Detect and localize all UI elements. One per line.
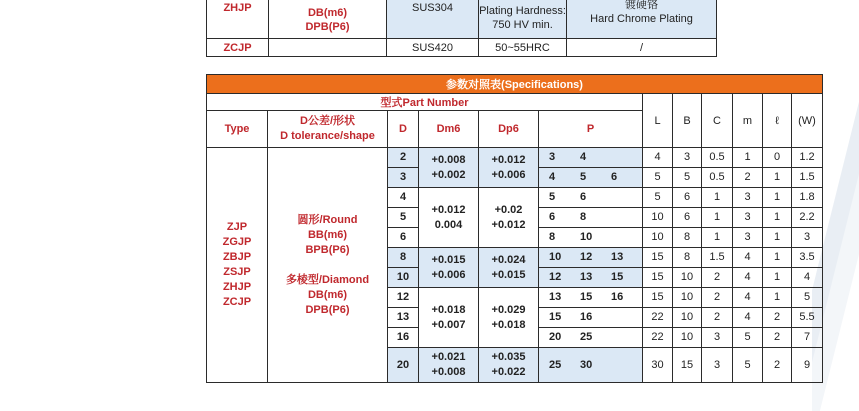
l-value: 5 [643, 188, 673, 208]
p-value: 25 [580, 331, 593, 343]
header-w: (W) [792, 94, 823, 148]
header-m: m [733, 94, 763, 148]
c-value: 0.5 [702, 168, 733, 188]
p-values [539, 288, 643, 308]
type-item: ZGJP [222, 236, 252, 248]
p-value: 20 [549, 331, 562, 343]
spec-table [206, 74, 823, 383]
tol-lower: 0.004 [434, 218, 463, 231]
b-value: 10 [673, 288, 702, 308]
dm6-tolerance [419, 348, 479, 383]
dm6-tolerance [419, 248, 479, 288]
p-value: 16 [580, 311, 593, 323]
ell-value: 1 [763, 208, 792, 228]
p-values [539, 168, 643, 188]
dp6-tolerance [479, 348, 539, 383]
p-value: 25 [549, 358, 562, 371]
b-value: 5 [673, 168, 702, 188]
c-value: 2 [702, 268, 733, 288]
shape-round-m6: BB(m6) [307, 228, 348, 241]
tol-upper: +0.008 [431, 153, 466, 166]
material-type-zhjp: ZHJP [207, 0, 269, 39]
p-value: 10 [580, 231, 593, 243]
p-value: 6 [580, 191, 587, 203]
c-value: 1 [702, 188, 733, 208]
p-value: 16 [611, 291, 624, 303]
w-value: 7 [792, 328, 823, 348]
p-values [539, 208, 643, 228]
treatment-en: Hard Chrome Plating [590, 13, 693, 25]
empty-cell [269, 39, 387, 57]
type-item: ZHJP [222, 281, 252, 293]
c-value: 1 [702, 208, 733, 228]
w-value: 1.2 [792, 148, 823, 168]
part-number-header: 型式Part Number [207, 94, 643, 111]
header-dp6: Dp6 [479, 111, 539, 148]
ell-value: 1 [763, 168, 792, 188]
p-value: 15 [611, 271, 624, 283]
ell-value: 1 [763, 248, 792, 268]
l-value: 10 [643, 208, 673, 228]
b-value: 8 [673, 248, 702, 268]
header-d-tol-en: D tolerance/shape [280, 130, 375, 142]
shape-diamond-p6: DPB(P6) [305, 303, 350, 316]
dash-value: DPB(P6) [305, 21, 350, 33]
ell-value: 1 [763, 228, 792, 248]
p-value: 5 [549, 191, 556, 203]
dp6-tolerance [479, 248, 539, 288]
header-p: P [539, 111, 643, 148]
m-value: 5 [733, 348, 763, 383]
c-value: 3 [702, 328, 733, 348]
header-dm6: Dm6 [419, 111, 479, 148]
w-value: 5.5 [792, 308, 823, 328]
shape-round: 圆形/Round [297, 213, 358, 226]
tol-upper: +0.029 [491, 303, 526, 316]
dp6-tolerance [479, 188, 539, 248]
p-value: 12 [549, 271, 562, 283]
type-item: ZSJP [223, 266, 251, 278]
material-table [206, 0, 717, 57]
ell-value: 1 [763, 268, 792, 288]
ell-value: 0 [763, 148, 792, 168]
p-value: 4 [580, 151, 587, 163]
b-value: 6 [673, 208, 702, 228]
p-value: 8 [549, 231, 556, 243]
p-value: 13 [611, 251, 624, 263]
ell-value: 2 [763, 328, 792, 348]
material-type-zcjp: ZCJP [207, 39, 269, 57]
p-values [539, 348, 643, 383]
hardness-hrc: 50~55HRC [479, 39, 567, 57]
c-value: 2 [702, 308, 733, 328]
l-value: 30 [643, 348, 673, 383]
b-value: 3 [673, 148, 702, 168]
p-value: 13 [549, 291, 562, 303]
d-value: 6 [388, 228, 419, 248]
c-value: 0.5 [702, 148, 733, 168]
shape-round-p6: BPB(P6) [305, 243, 350, 256]
dash-value: DB(m6) [307, 7, 348, 19]
header-d: D [388, 111, 419, 148]
tol-upper: +0.012 [431, 203, 466, 216]
shape-diamond-m6: DB(m6) [307, 288, 348, 301]
ell-value: 2 [763, 348, 792, 383]
b-value: 10 [673, 308, 702, 328]
w-value: 5 [792, 288, 823, 308]
d-value: 20 [388, 348, 419, 383]
p-value: 15 [549, 311, 562, 323]
p-values [539, 328, 643, 348]
m-value: 4 [733, 288, 763, 308]
type-item: ZCJP [222, 296, 252, 308]
ell-value: 2 [763, 308, 792, 328]
c-value: 3 [702, 348, 733, 383]
tol-lower: +0.012 [491, 218, 526, 231]
header-ell: ℓ [763, 94, 792, 148]
b-value: 6 [673, 188, 702, 208]
d-value: 3 [388, 168, 419, 188]
w-value: 4 [792, 268, 823, 288]
b-value: 15 [673, 348, 702, 383]
d-value: 12 [388, 288, 419, 308]
p-value: 6 [549, 211, 556, 223]
m-value: 1 [733, 148, 763, 168]
ell-value: 1 [763, 288, 792, 308]
m-value: 4 [733, 268, 763, 288]
tol-upper: +0.02 [494, 203, 523, 216]
c-value: 1.5 [702, 248, 733, 268]
spec-table-title: 参数对照表(Specifications) [207, 75, 823, 94]
w-value: 9 [792, 348, 823, 383]
p-values [539, 148, 643, 168]
hardness-line: Plating Hardness: [479, 5, 566, 17]
p-value: 8 [580, 211, 587, 223]
b-value: 10 [673, 268, 702, 288]
p-values [539, 228, 643, 248]
shape-diamond: 多棱型/Diamond [285, 273, 370, 286]
ell-value: 1 [763, 188, 792, 208]
b-value: 8 [673, 228, 702, 248]
w-value: 2.2 [792, 208, 823, 228]
tol-lower: +0.007 [431, 318, 466, 331]
p-value: 4 [549, 171, 556, 183]
header-l: L [643, 94, 673, 148]
m-value: 2 [733, 168, 763, 188]
type-item: ZJP [226, 221, 248, 233]
d-value: 10 [388, 268, 419, 288]
tol-upper: +0.015 [431, 253, 466, 266]
d-value: 2 [388, 148, 419, 168]
header-d-tolerance [268, 111, 388, 148]
l-value: 5 [643, 168, 673, 188]
m-value: 3 [733, 228, 763, 248]
d-value: 8 [388, 248, 419, 268]
w-value: 1.5 [792, 168, 823, 188]
tol-upper: +0.018 [431, 303, 466, 316]
p-value [611, 356, 642, 375]
tol-lower: +0.015 [491, 268, 526, 281]
l-value: 22 [643, 328, 673, 348]
p-value: 30 [580, 358, 593, 371]
p-values [539, 188, 643, 208]
shape-list [268, 148, 388, 383]
dm6-tolerance [419, 148, 479, 188]
m-value: 4 [733, 308, 763, 328]
tol-lower: +0.008 [431, 366, 466, 378]
tol-upper: +0.021 [431, 351, 466, 363]
l-value: 15 [643, 268, 673, 288]
p-value [611, 328, 642, 347]
p-value [611, 188, 642, 207]
treatment-none: / [567, 39, 717, 57]
tol-lower: +0.022 [491, 366, 526, 378]
w-value: 1.8 [792, 188, 823, 208]
b-value: 10 [673, 328, 702, 348]
material-sus304: SUS304 [387, 0, 479, 39]
m-value: 4 [733, 248, 763, 268]
tol-upper: +0.012 [491, 153, 526, 166]
w-value: 3 [792, 228, 823, 248]
dash-values [269, 0, 387, 39]
dp6-tolerance [479, 288, 539, 348]
p-value [611, 308, 642, 327]
type-item: ZBJP [222, 251, 252, 263]
m-value: 3 [733, 208, 763, 228]
d-value: 5 [388, 208, 419, 228]
p-value: 12 [580, 251, 593, 263]
w-value: 3.5 [792, 248, 823, 268]
c-value: 1 [702, 228, 733, 248]
p-value: 5 [580, 171, 587, 183]
c-value: 2 [702, 288, 733, 308]
p-value [611, 208, 642, 227]
l-value: 15 [643, 248, 673, 268]
header-type: Type [207, 111, 268, 148]
d-value: 16 [388, 328, 419, 348]
p-value [611, 148, 642, 167]
tol-upper: +0.035 [491, 351, 526, 363]
l-value: 15 [643, 288, 673, 308]
p-value: 3 [549, 151, 556, 163]
header-c: C [702, 94, 733, 148]
treatment-cell [567, 0, 717, 39]
d-value: 4 [388, 188, 419, 208]
m-value: 3 [733, 188, 763, 208]
p-value: 15 [580, 291, 593, 303]
dm6-tolerance [419, 188, 479, 248]
hardness-cell [479, 0, 567, 39]
p-value: 13 [580, 271, 593, 283]
p-values [539, 268, 643, 288]
material-sus420: SUS420 [387, 39, 479, 57]
p-values [539, 308, 643, 328]
header-d-tol-cn: D公差/形状 [300, 115, 355, 127]
tol-lower: +0.018 [491, 318, 526, 331]
p-values [539, 248, 643, 268]
m-value: 5 [733, 328, 763, 348]
tol-lower: +0.002 [431, 168, 466, 181]
dm6-tolerance [419, 288, 479, 348]
treatment-cn: 镀硬铬 [625, 0, 658, 11]
l-value: 22 [643, 308, 673, 328]
dp6-tolerance [479, 148, 539, 188]
l-value: 4 [643, 148, 673, 168]
p-value [611, 228, 642, 247]
d-value: 13 [388, 308, 419, 328]
l-value: 10 [643, 228, 673, 248]
p-value: 6 [611, 171, 618, 183]
type-list [207, 148, 268, 383]
tol-lower: +0.006 [431, 268, 466, 281]
hardness-line: 750 HV min. [492, 19, 553, 31]
tol-upper: +0.024 [491, 253, 526, 266]
header-b: B [673, 94, 702, 148]
tol-lower: +0.006 [491, 168, 526, 181]
p-value: 10 [549, 251, 562, 263]
